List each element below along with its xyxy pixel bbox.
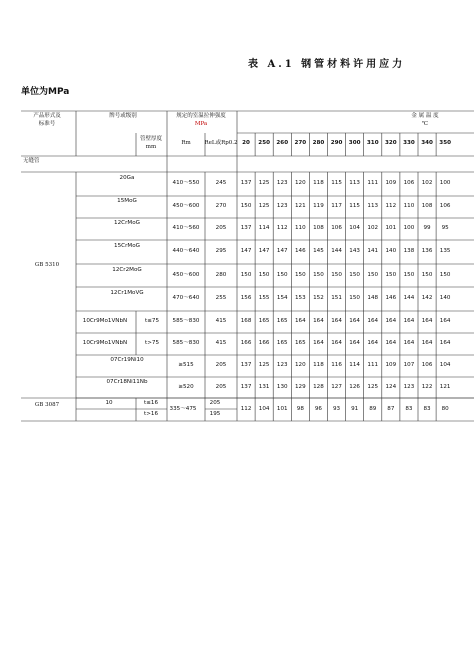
stress-value: 164 — [349, 340, 360, 346]
stress-value: 164 — [349, 318, 360, 324]
gb3087-stress-value: 83 — [405, 406, 413, 412]
row-grade: 15CrMoG — [114, 243, 140, 249]
temp-header-350: 350 — [439, 140, 451, 146]
stress-value: 118 — [313, 180, 324, 186]
stress-value: 146 — [295, 248, 306, 254]
stress-value: 164 — [385, 318, 397, 324]
stress-value: 125 — [258, 180, 270, 186]
stress-value: 164 — [295, 318, 306, 324]
gb3087-rel-b: 195 — [209, 411, 221, 417]
stress-value: 114 — [258, 225, 270, 231]
temp-header-270: 270 — [294, 140, 307, 146]
row-rm: 450～600 — [172, 271, 200, 278]
stress-value: 124 — [385, 383, 397, 390]
stress-value: 150 — [313, 271, 324, 278]
temp-header-310: 310 — [366, 140, 379, 146]
stress-value: 99 — [423, 225, 431, 231]
stress-value: 166 — [240, 340, 252, 346]
row-grade: 10Cr9Mo1VNbN — [82, 340, 128, 346]
stress-value: 101 — [385, 225, 397, 231]
stress-value: 104 — [349, 225, 360, 231]
header-metal-temperature: 金 属 温 度 — [411, 113, 439, 119]
stress-value: 137 — [240, 180, 252, 186]
stress-value: 111 — [367, 362, 379, 368]
stress-value: 102 — [421, 180, 433, 186]
stress-value: 164 — [331, 318, 342, 324]
row-grade: 15MoG — [117, 198, 137, 204]
stress-value: 110 — [403, 203, 415, 209]
stress-value: 113 — [349, 180, 360, 186]
stress-value: 145 — [313, 248, 324, 254]
stress-value: 165 — [295, 340, 306, 346]
row-rel: 415 — [215, 318, 227, 324]
stress-value: 150 — [349, 271, 360, 278]
header-standard-no: 标准号 — [38, 121, 56, 127]
stress-value: 164 — [421, 318, 433, 324]
row-thickness: t>75 — [145, 340, 159, 346]
stress-value: 111 — [367, 180, 379, 186]
gb3087-stress-value: 104 — [258, 406, 270, 412]
row-thickness: t≤75 — [145, 318, 159, 324]
stress-value: 115 — [349, 203, 360, 209]
header-wall-thickness-unit: mm — [145, 144, 157, 150]
header-tensile-strength: 规定的室温拉伸强度 — [176, 113, 226, 119]
row-rel: 205 — [215, 225, 227, 231]
stress-value: 150 — [439, 271, 451, 278]
stress-value: 127 — [331, 383, 342, 390]
stress-value: 150 — [276, 271, 288, 278]
stress-value: 164 — [313, 340, 324, 346]
gb3087-stress-value: 91 — [351, 406, 359, 412]
stress-value: 121 — [295, 203, 306, 209]
stress-value: 116 — [331, 362, 342, 368]
stress-value: 151 — [331, 295, 342, 301]
stress-value: 119 — [313, 203, 324, 209]
stress-value: 114 — [349, 362, 360, 368]
stress-value: 150 — [258, 271, 270, 278]
temp-header-250: 250 — [258, 140, 270, 146]
gb3087-rel-a: 205 — [209, 400, 221, 406]
stress-value: 156 — [240, 295, 252, 301]
temp-header-260: 260 — [276, 140, 289, 146]
stress-value: 106 — [439, 203, 451, 209]
stress-value: 164 — [367, 340, 379, 346]
stress-value: 136 — [421, 248, 433, 254]
row-grade: 12Cr1MoVG — [110, 290, 144, 296]
header-rm: Rm — [181, 140, 191, 146]
row-rel: 205 — [215, 383, 227, 390]
gb3087-stress-value: 98 — [296, 406, 304, 412]
stress-value: 150 — [385, 271, 397, 278]
stress-value: 144 — [331, 248, 342, 254]
stress-value: 100 — [403, 225, 415, 231]
header-product-form: 产品形式及 — [33, 113, 61, 119]
standard-gb5310: GB 5310 — [34, 262, 60, 268]
stress-value: 147 — [276, 248, 288, 254]
stress-value: 164 — [439, 318, 451, 324]
stress-value: 143 — [349, 248, 360, 254]
stress-value: 106 — [331, 225, 342, 231]
row-rel: 295 — [215, 248, 227, 254]
stress-value: 108 — [313, 225, 324, 231]
stress-value: 165 — [258, 318, 270, 324]
stress-value: 150 — [295, 271, 306, 278]
row-rm: 440～640 — [172, 248, 200, 254]
stress-value: 138 — [403, 248, 415, 254]
row-grade: 07Cr19Ni10 — [110, 357, 144, 363]
section-seamless: 无缝管 — [23, 158, 40, 164]
stress-value: 152 — [313, 295, 324, 301]
row-grade: 10Cr9Mo1VNbN — [82, 318, 128, 324]
stress-value: 128 — [313, 383, 324, 390]
stress-value: 164 — [385, 340, 397, 346]
stress-value: 164 — [403, 318, 415, 324]
row-rm: 585～830 — [172, 318, 200, 324]
stress-value: 123 — [403, 383, 415, 390]
row-rel: 415 — [215, 340, 227, 346]
stress-value: 135 — [439, 248, 451, 254]
gb3087-grade: 10 — [105, 400, 113, 406]
stress-value: 150 — [240, 271, 252, 278]
row-rel: 255 — [215, 295, 227, 301]
temp-header-300: 300 — [348, 140, 361, 146]
stress-value: 107 — [403, 362, 415, 368]
header-wall-thickness: 管壁厚度 — [139, 136, 163, 142]
stress-value: 150 — [421, 271, 433, 278]
header-tensile-unit: MPa — [194, 121, 208, 127]
stress-value: 137 — [240, 383, 252, 390]
gb3087-stress-value: 83 — [423, 406, 431, 412]
gb3087-rm: 335～475 — [169, 406, 197, 412]
stress-value: 154 — [276, 295, 288, 301]
stress-value: 137 — [240, 225, 252, 231]
stress-value: 126 — [349, 383, 360, 390]
stress-value: 120 — [295, 362, 306, 368]
stress-value: 142 — [421, 295, 433, 301]
stress-value: 106 — [403, 180, 415, 186]
row-grade: 12CrMoG — [114, 220, 140, 226]
gb3087-stress-value: 89 — [369, 406, 377, 412]
stress-value: 125 — [258, 203, 270, 209]
gb3087-stress-value: 93 — [332, 406, 341, 412]
row-rel: 280 — [215, 271, 227, 278]
stress-value: 147 — [258, 248, 270, 254]
stress-value: 95 — [441, 225, 449, 231]
stress-value: 110 — [295, 225, 306, 231]
stress-value: 164 — [313, 318, 324, 324]
stress-value: 140 — [439, 295, 451, 301]
row-rel: 270 — [215, 203, 227, 209]
stress-value: 164 — [421, 340, 433, 346]
stress-value: 104 — [439, 362, 451, 368]
stress-value: 123 — [276, 203, 288, 209]
stress-value: 141 — [367, 248, 379, 254]
stress-value: 147 — [240, 248, 252, 254]
temp-header-20: 20 — [242, 140, 250, 146]
stress-value: 148 — [367, 295, 379, 301]
stress-value: 137 — [240, 362, 252, 368]
row-rm: 585～830 — [172, 340, 200, 346]
stress-value: 168 — [240, 318, 252, 324]
gb3087-stress-value: 87 — [387, 406, 395, 412]
stress-value: 146 — [385, 295, 397, 301]
gb3087-thickness-a: t≤16 — [144, 400, 158, 406]
row-grade: 07Cr18Ni11Nb — [106, 378, 148, 385]
stress-value: 150 — [331, 271, 342, 278]
stress-value: 153 — [295, 295, 306, 301]
temp-header-280: 280 — [312, 140, 325, 146]
stress-value: 164 — [367, 318, 379, 324]
stress-value: 144 — [403, 295, 415, 301]
stress-value: 109 — [385, 362, 397, 368]
temp-header-320: 320 — [385, 140, 397, 146]
stress-value: 118 — [313, 362, 324, 368]
stress-value: 117 — [331, 203, 342, 209]
stress-value: 131 — [258, 383, 270, 390]
stress-value: 113 — [367, 203, 379, 209]
stress-value: 165 — [276, 318, 288, 324]
stress-value: 120 — [295, 180, 306, 186]
stress-value: 129 — [295, 383, 306, 390]
stress-value: 165 — [276, 340, 288, 346]
stress-value: 100 — [439, 180, 451, 186]
stress-value: 121 — [439, 383, 451, 390]
row-grade: 20Ga — [119, 175, 135, 181]
row-rm: 470～640 — [172, 295, 200, 301]
page-title: 表 A.1 钢管材料许用应力 — [248, 59, 406, 70]
header-celsius: ℃ — [421, 121, 429, 127]
stress-value: 164 — [403, 340, 415, 346]
standard-gb3087: GB 3087 — [34, 402, 60, 408]
stress-value: 102 — [367, 225, 379, 231]
row-rel: 245 — [215, 180, 227, 186]
gb3087-stress-value: 80 — [441, 406, 449, 412]
stress-value: 109 — [385, 180, 397, 186]
row-rm: ≥520 — [178, 383, 194, 390]
row-rm: 450～600 — [172, 203, 200, 209]
stress-value: 130 — [276, 383, 288, 390]
header-rel: ReL或Rp0.2 — [204, 140, 238, 146]
stress-value: 164 — [331, 340, 342, 346]
stress-value: 150 — [240, 203, 252, 209]
stress-value: 123 — [276, 180, 288, 186]
row-rm: ≥515 — [178, 362, 194, 368]
unit-label: 单位为MPa — [21, 87, 70, 97]
stress-value: 164 — [439, 340, 451, 346]
row-rel: 205 — [215, 362, 227, 368]
temp-header-340: 340 — [421, 140, 433, 146]
gb3087-stress-value: 96 — [314, 406, 322, 412]
stress-value: 115 — [331, 180, 342, 186]
stress-value: 112 — [385, 203, 397, 209]
stress-value: 125 — [258, 362, 270, 368]
temp-header-290: 290 — [330, 140, 343, 146]
row-grade: 12Cr2MoG — [112, 266, 142, 273]
stress-value: 150 — [403, 271, 415, 278]
stress-value: 112 — [276, 225, 288, 231]
row-rm: 410～560 — [172, 225, 200, 231]
stress-value: 108 — [421, 203, 433, 209]
header-grade: 牌号或级别 — [109, 113, 137, 119]
gb3087-stress-value: 101 — [276, 406, 288, 412]
gb3087-thickness-b: t>16 — [144, 411, 158, 417]
stress-value: 150 — [367, 271, 379, 278]
gb3087-stress-value: 112 — [240, 406, 252, 412]
stress-value: 125 — [367, 383, 379, 390]
stress-value: 166 — [258, 340, 270, 346]
row-rm: 410～550 — [172, 180, 200, 186]
stress-value: 150 — [349, 295, 360, 301]
stress-value: 122 — [421, 383, 433, 390]
stress-value: 106 — [421, 362, 433, 368]
stress-value: 123 — [276, 362, 288, 368]
stress-value: 140 — [385, 248, 397, 254]
temp-header-330: 330 — [403, 140, 415, 146]
stress-value: 155 — [258, 295, 270, 301]
